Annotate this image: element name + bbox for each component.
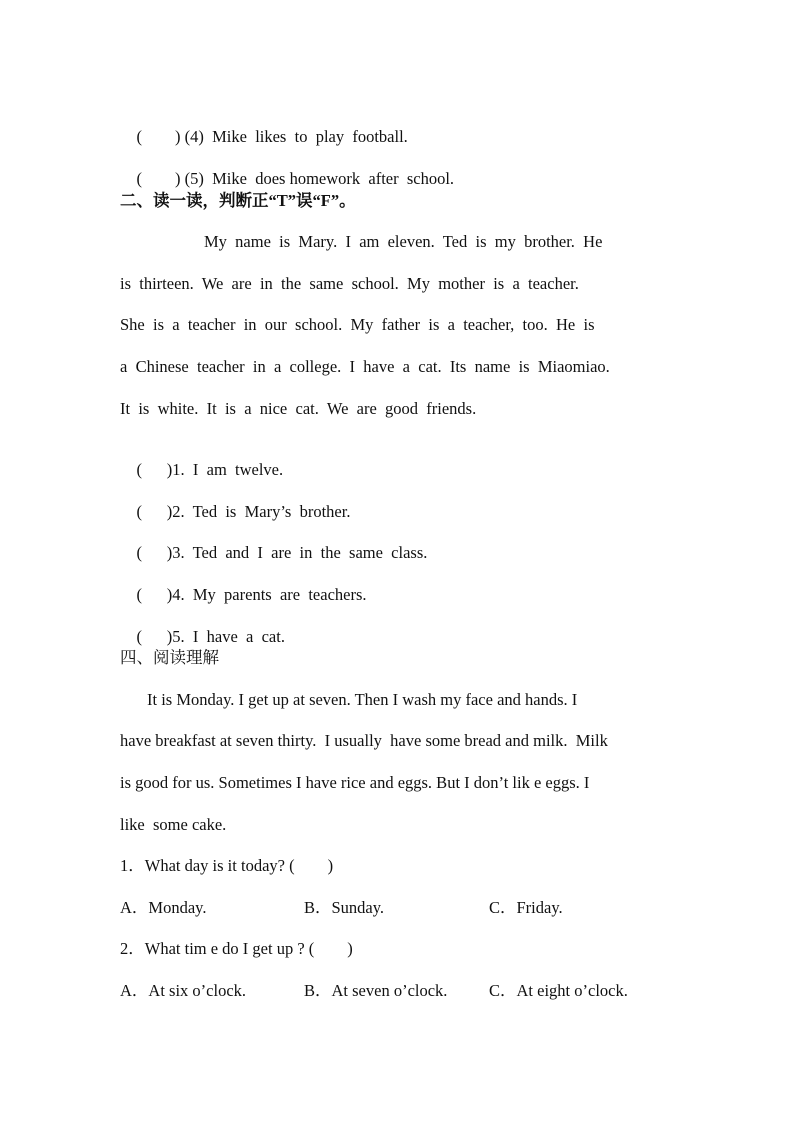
question-2-option-c: C．At eight o’clock. (489, 981, 628, 1000)
answer-blank: ( ) (136, 460, 173, 479)
question-1-option-b: B．Sunday. (304, 898, 385, 917)
item-text: 4. My parents are teachers. (172, 585, 367, 604)
question-2: 2．What tim e do I get up ? ( ) (120, 939, 353, 958)
item-text: 3. Ted and I are in the same class. (172, 543, 428, 562)
item-text: (4) Mike likes to play football. (180, 127, 408, 146)
section-four-passage-line-3: is good for us. Sometimes I have rice and eggs. But I don’t lik e eggs. I (120, 773, 590, 792)
section-four-passage-line-2: have breakfast at seven thirty. I usually have some bread and milk. Milk (120, 731, 608, 750)
question-1-option-c: C．Friday. (489, 898, 563, 917)
question-2-option-a: A．At six o’clock. (120, 981, 247, 1000)
section-four-passage-line-4: like some cake. (120, 815, 227, 834)
answer-blank: ( ) (136, 543, 173, 562)
item-text: (5) Mike does homework after school. (180, 169, 455, 188)
section-two-passage-line-4: a Chinese teacher in a college. I have a cat. Its name is Miaomiao. (120, 357, 610, 376)
question-1: 1．What day is it today? ( ) (120, 856, 334, 875)
answer-blank: ( ) (136, 585, 173, 604)
section-two-passage-line-3: She is a teacher in our school. My father is a teacher, too. He is (120, 315, 595, 334)
answer-blank: ( ) (136, 169, 181, 188)
answer-blank: ( ) (136, 127, 181, 146)
question-1-option-a: A．Monday. (120, 898, 207, 917)
answer-blank: ( ) (136, 627, 173, 646)
section-two-heading: 二、读一读，判断正“T”误“F”。 (120, 191, 356, 210)
question-2-option-b: B．At seven o’clock. (304, 981, 448, 1000)
item-text: 1. I am twelve. (172, 460, 284, 479)
section-two-passage-line-5: It is white. It is a nice cat. We are good friends. (120, 399, 477, 418)
section-two-passage-line-1: My name is Mary. I am eleven. Ted is my brother. He (204, 232, 603, 251)
item-text: 2. Ted is Mary’s brother. (172, 502, 351, 521)
section-two-passage-line-2: is thirteen. We are in the same school. My mother is a teacher. (120, 274, 579, 293)
answer-blank: ( ) (136, 502, 173, 521)
section-four-passage-line-1: It is Monday. I get up at seven. Then I wash my face and hands. I (147, 690, 578, 709)
item-text: 5. I have a cat. (172, 627, 285, 646)
section-four-heading: 四、阅读理解 (120, 648, 219, 667)
